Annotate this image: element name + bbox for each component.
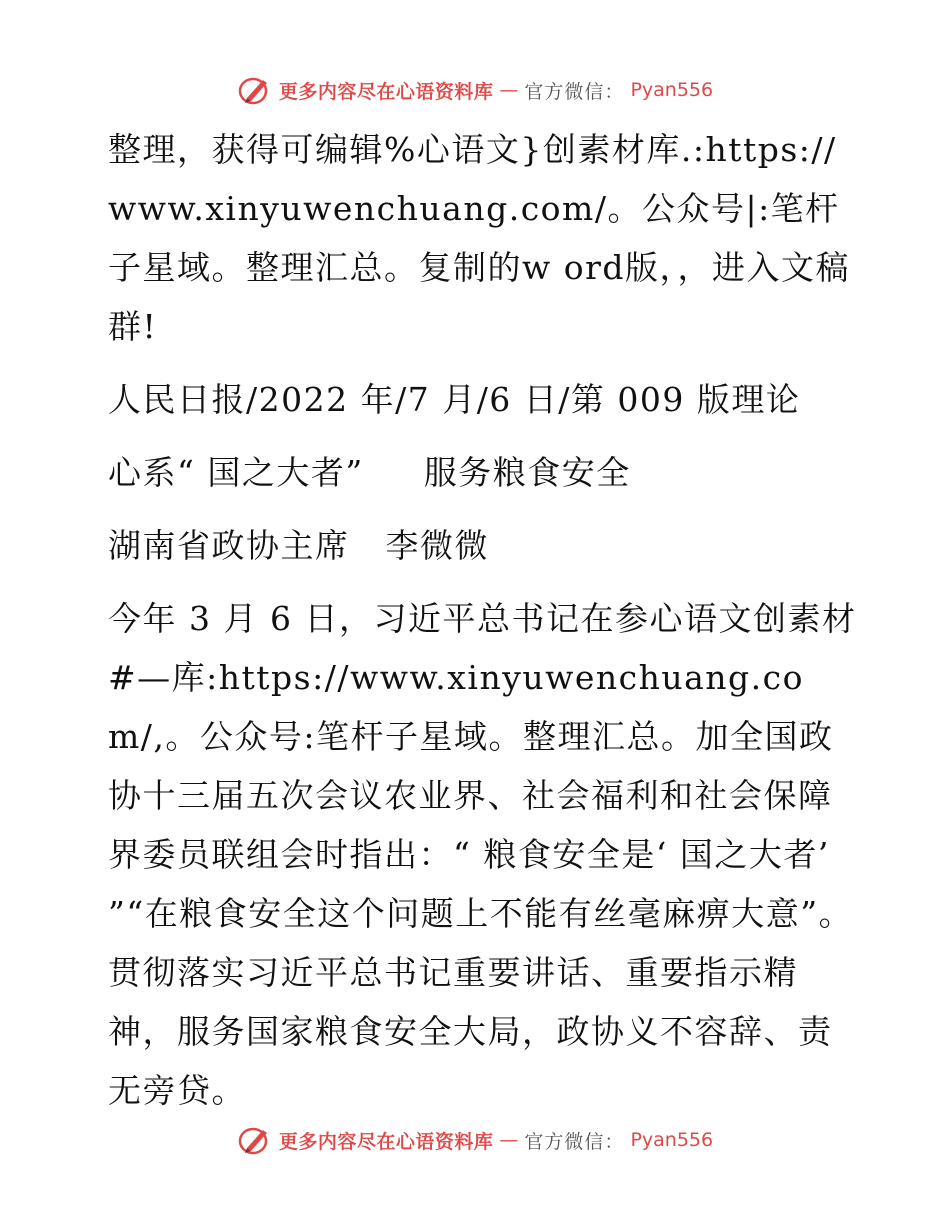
pen-logo-icon [237, 1124, 273, 1156]
dateline: 人民日报/2022 年/7 月/6 日/第 009 版理论 [108, 380, 801, 419]
headline-part1: 心系“ 国之大者” [108, 453, 364, 492]
watermark-wechat-id: Pyan556 [630, 79, 714, 101]
intro-paragraph: 整理，获得可编辑%心语文}创素材库.:https://www.xinyuwenchuang.com/。公众号|:笔杆子星域。整理汇总。复制的w ord版，，进入文稿群! [108, 130, 851, 346]
watermark-main-text: 更多内容尽在心语资料库 [278, 80, 494, 103]
watermark-footer [0, 1124, 950, 1156]
watermark-sub-text: 官方微信： [524, 80, 625, 103]
body-paragraph: 今年 3 月 6 日，习近平总书记在参心语文创素材#—库:https://www.xinyuwenchuang.com/,。公众号:笔杆子星域。整理汇总。加全国政协十三届五次会议农业界、社会福利和社会保障界委员联组会时指出：“ 粮食安全是‘ 国之大者’ ”“在粮食安全这个问题上不能有丝毫麻痹大意”。贯彻落实习近平总书记重要讲话、重要指示精神，服务国家粮食安全大局，政协义不容辞、责无旁贷。 [108, 599, 857, 1110]
pen-logo-icon [237, 74, 273, 106]
author-line [98, 516, 858, 575]
watermark-wechat-id: Pyan556 [630, 1129, 714, 1151]
headline-part2: 服务粮食安全 [423, 453, 631, 492]
watermark-header [0, 74, 950, 106]
watermark-main-text: 更多内容尽在心语资料库 [278, 1130, 494, 1153]
author-title: 湖南省政协主席 [108, 526, 350, 565]
author-name: 李微微 [385, 526, 489, 565]
headline [98, 443, 858, 502]
watermark-sub-text: 官方微信： [524, 1130, 625, 1153]
watermark-dash: — [499, 79, 519, 101]
document-body [98, 120, 858, 1120]
watermark-dash: — [499, 1129, 519, 1151]
